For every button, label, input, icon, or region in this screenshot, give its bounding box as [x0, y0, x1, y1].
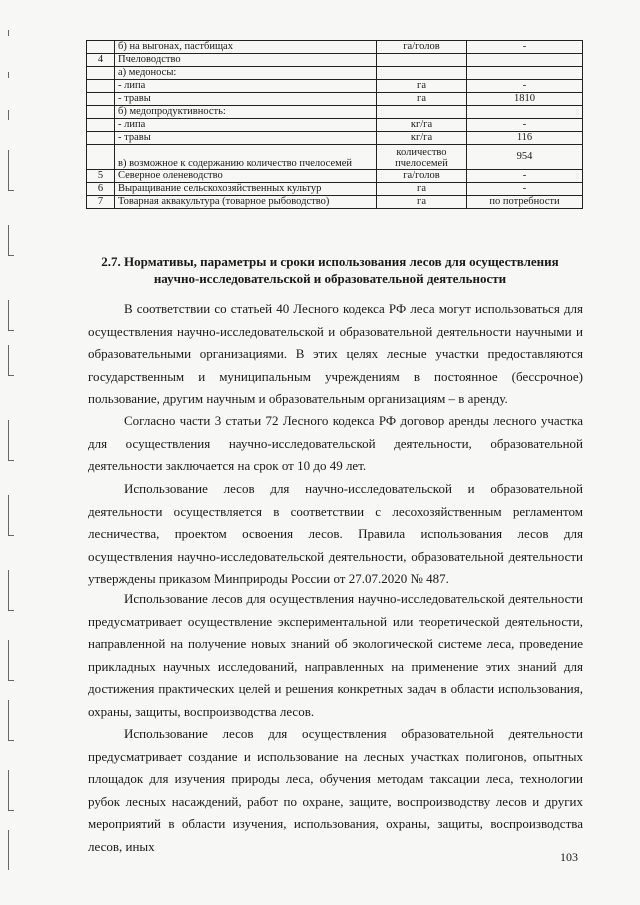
row-number [87, 93, 115, 106]
row-name: Северное оленеводство [115, 170, 377, 183]
section-heading: 2.7. Нормативы, параметры и сроки использования лесов для осуществления научно-исследовательской и образовательной деятельности [101, 254, 559, 286]
row-unit: кг/га [377, 119, 467, 132]
table-row [87, 54, 583, 67]
row-unit: га [377, 93, 467, 106]
row-number [87, 106, 115, 119]
paragraph: Использование лесов для научно-исследовательской и образовательной деятельности осуществляется в соответствии с лесохозяйственным регламентом лесничества, проектом освоения лесов. Правила использования лесов для осуществления научно-исследовательской деятельности, образовательной деятельности утверждены приказом Минприроды России от 27.07.2020 № 487. [88, 481, 583, 586]
paragraph: Согласно части 3 статьи 72 Лесного кодекса РФ договор аренды лесного участка для осуществления научно-исследовательской деятельности, образовательной деятельности заключается на срок от 10 до 49 лет. [88, 413, 583, 473]
row-value: 954 [467, 145, 583, 170]
usage-table [86, 40, 583, 209]
row-value: 116 [467, 132, 583, 145]
row-name: - травы [115, 132, 377, 145]
paragraph: Использование лесов для осуществления научно-исследовательской деятельности предусматривает осуществление экспериментальной или теоретической деятельности, направленной на получение новых знаний об экологической системе леса, проведение прикладных научных исследований, направленных на применение этих знаний для достижения практических целей и решения конкретных задач в области использования, охраны, защиты, воспроизводства лесов. [88, 591, 583, 719]
margin-mark [8, 110, 14, 120]
row-unit [377, 54, 467, 67]
row-name: б) медопродуктивность: [115, 106, 377, 119]
row-name: - липа [115, 80, 377, 93]
margin-mark [8, 830, 14, 870]
margin-mark [8, 72, 14, 78]
row-name: Товарная аквакультура (товарное рыбоводство) [115, 196, 377, 209]
row-unit: количество пчелосемей [377, 145, 467, 170]
row-name: б) на выгонах, пастбищах [115, 41, 377, 54]
table-row [87, 132, 583, 145]
row-value: по потребности [467, 196, 583, 209]
row-unit: кг/га [377, 132, 467, 145]
row-unit [377, 106, 467, 119]
row-value: - [467, 41, 583, 54]
row-number [87, 41, 115, 54]
margin-mark [8, 150, 14, 191]
margin-mark [8, 345, 14, 376]
row-name: Пчеловодство [115, 54, 377, 67]
margin-mark [8, 30, 14, 36]
row-number [87, 67, 115, 80]
row-number [87, 119, 115, 132]
table-row [87, 67, 583, 80]
margin-mark [8, 420, 14, 461]
table-row [87, 93, 583, 106]
row-unit: га/голов [377, 41, 467, 54]
paragraph: Использование лесов для осуществления образовательной деятельности предусматривает создание и использование на лесных участках полигонов, опытных площадок для изучения природы леса, обучения методам таксации леса, технологии рубок лесных насаждений, работ по охране, защите, воспроизводству лесов и других мероприятий в области изучения, использования, охраны, защиты, воспроизводства лесов, иных [88, 726, 583, 854]
table-row [87, 183, 583, 196]
row-unit [377, 67, 467, 80]
row-unit: га [377, 80, 467, 93]
row-value [467, 54, 583, 67]
margin-mark [8, 300, 14, 331]
table-row [87, 145, 583, 170]
row-name: - липа [115, 119, 377, 132]
row-number: 6 [87, 183, 115, 196]
row-unit: га [377, 183, 467, 196]
row-number [87, 145, 115, 170]
table-row [87, 80, 583, 93]
row-unit: га/голов [377, 170, 467, 183]
table-row [87, 106, 583, 119]
table-row [87, 41, 583, 54]
table-row [87, 196, 583, 209]
paragraph: В соответствии со статьей 40 Лесного кодекса РФ леса могут использоваться для осуществления научно-исследовательской и образовательной деятельности научными и образовательными организациями. В этих целях лесные участки предоставляются государственным и муниципальным учреждениям в постоянное (бессрочное) пользование, другим научным и образовательным организациям – в аренду. [88, 301, 583, 406]
table-row [87, 170, 583, 183]
margin-mark [8, 770, 14, 811]
row-number [87, 132, 115, 145]
page-number: 103 [560, 850, 578, 864]
row-value: - [467, 80, 583, 93]
table-row [87, 119, 583, 132]
margin-mark [8, 700, 14, 741]
row-value: - [467, 170, 583, 183]
row-value: 1810 [467, 93, 583, 106]
row-name: Выращивание сельскохозяйственных культур [115, 183, 377, 196]
row-unit: га [377, 196, 467, 209]
row-number [87, 80, 115, 93]
row-name: - травы [115, 93, 377, 106]
row-number: 7 [87, 196, 115, 209]
margin-mark [8, 495, 14, 536]
row-number: 4 [87, 54, 115, 67]
margin-mark [8, 640, 14, 681]
margin-mark [8, 570, 14, 611]
row-value [467, 106, 583, 119]
row-number: 5 [87, 170, 115, 183]
row-name: в) возможное к содержанию количество пчелосемей [115, 145, 377, 170]
row-value: - [467, 183, 583, 196]
row-name: а) медоносы: [115, 67, 377, 80]
margin-mark [8, 225, 14, 256]
row-value: - [467, 119, 583, 132]
row-value [467, 67, 583, 80]
